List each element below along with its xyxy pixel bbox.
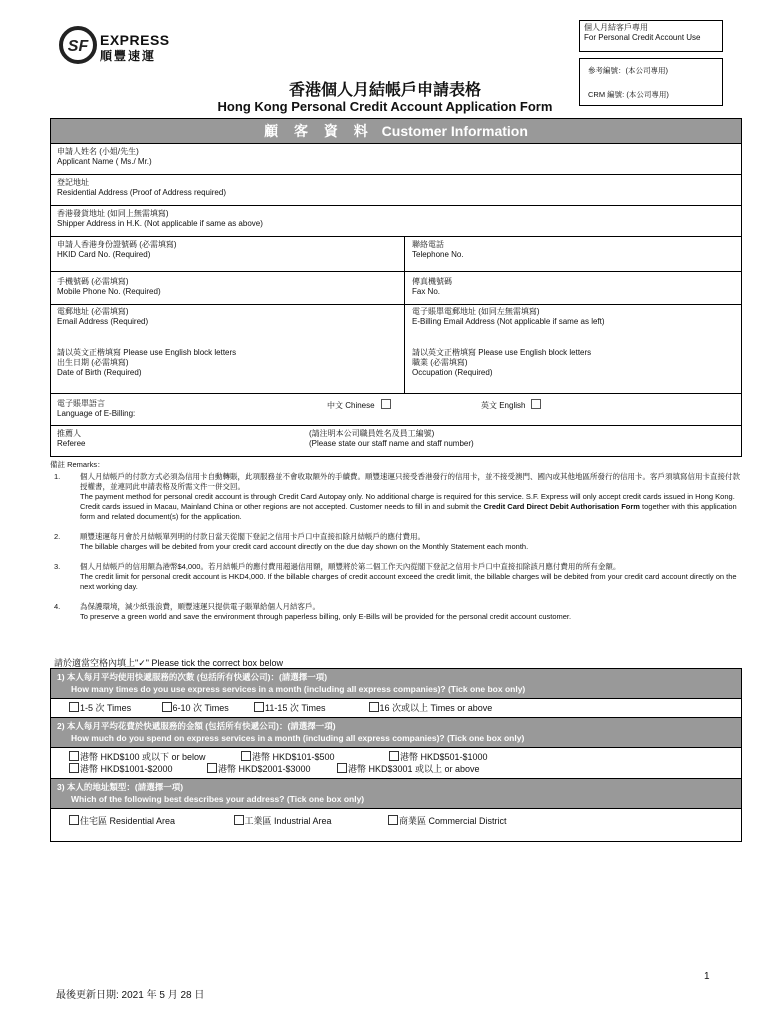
language-chinese-checkbox[interactable] (381, 399, 391, 409)
form-title-en: Hong Kong Personal Credit Account Application Form (217, 99, 553, 114)
mobile-field[interactable] (57, 277, 161, 297)
occupation-label-en: Occupation (Required) (412, 368, 493, 377)
column-divider (404, 237, 405, 271)
email-label-zh: 電郵地址 (必需填寫) (57, 307, 129, 316)
corner-box-zh: 個人月結客戶專用 (584, 23, 648, 32)
remark-number: 1. (54, 472, 61, 481)
remark-item (50, 472, 742, 522)
q2-option[interactable] (241, 751, 389, 763)
personal-account-use-box (579, 20, 723, 52)
q2-option[interactable] (389, 751, 488, 763)
shipper-label-en: Shipper Address in H.K. (Not applicable if same as above) (57, 219, 263, 228)
question-3-options (51, 809, 741, 841)
option-label: 港幣 HKD$501-$1000 (400, 752, 488, 762)
survey-table (50, 668, 742, 842)
email-dob-row (51, 305, 741, 394)
remark-item (50, 532, 742, 552)
logo-text-zh: 順豐速運 (100, 49, 157, 63)
residential-address-field[interactable] (51, 175, 741, 206)
form-title-zh: 香港個人月結帳戶申請表格 (288, 82, 481, 99)
mobile-fax-row (51, 272, 741, 305)
sf-logo-icon (58, 25, 98, 65)
q1-option[interactable] (254, 702, 366, 714)
option-label: 11-15 次 Times (265, 703, 326, 713)
checkbox[interactable] (162, 702, 172, 712)
crm-number-label: CRM 編號: (本公司專用) (588, 90, 669, 99)
shipper-label-zh: 香港發貨地址 (如同上無需填寫) (57, 209, 169, 218)
remark-text-zh: 為保護環境，減少紙張浪費，順豐速運只提供電子賬單給個人月結客戶。 (80, 602, 320, 611)
applicant-name-label-zh: 申請人姓名 (小姐/先生) (57, 147, 139, 156)
customer-heading-en: Customer Information (381, 123, 528, 139)
hkid-label-en: HKID Card No. (Required) (57, 250, 151, 259)
remarks-heading: 備註 Remarks： (50, 460, 105, 469)
option-label: 住宅區 Residential Area (80, 816, 176, 826)
checkbox[interactable] (254, 702, 264, 712)
remark-number: 2. (54, 532, 61, 541)
checkbox[interactable] (207, 763, 217, 773)
direct-debit-form-name: Credit Card Direct Debit Authorisation Form (483, 502, 640, 511)
checkbox[interactable] (234, 815, 244, 825)
remark-text-zh: 順豐速運每月會於月結帳單列明的付款日當天從閣下登記之信用卡戶口中直接扣除月結帳戶的應付費用。 (80, 532, 425, 541)
customer-heading-zh: 顧 客 資 料 (264, 123, 374, 139)
remark-text-en: To preserve a green world and save the environment through paperless billing, only E-Bills will be provided for the personal credit account customer. (80, 612, 572, 621)
option-label: 港幣 HKD$101-$500 (252, 752, 335, 762)
option-label: 1-5 次 Times (80, 703, 132, 713)
language-english-checkbox[interactable] (531, 399, 541, 409)
option-label: 16 次或以上 Times or above (379, 703, 493, 713)
hkid-label-zh: 申請人香港身份證號碼 (必需填寫) (57, 240, 177, 249)
q2-option[interactable] (207, 763, 337, 775)
corner-box-en: For Personal Credit Account Use (584, 33, 701, 42)
remark-item (50, 602, 742, 622)
q2-option[interactable] (69, 763, 207, 775)
occupation-field[interactable] (412, 348, 591, 378)
question-1-en: How many times do you use express services in a month (including all express companies)? (Tick one box only) (71, 684, 526, 694)
remark-text-zh: 個人月結帳戶的付款方式必須為信用卡自動轉賬，此項服務並不會收取額外的手續費。順豐速運只接受香港發行的信用卡，並不接受澳門、國內或其他地區所發行的信用卡。客戶須填寫信用卡直接付款授權書，並連同此申請表格及所需文件一併交回。 (80, 472, 740, 491)
q1-option[interactable] (162, 702, 252, 714)
email-label-en: Email Address (Required) (57, 317, 149, 326)
question-1-zh: 1) 本人每月平均使用快遞服務的次數 (包括所有快遞公司)：(請選擇一項) (57, 672, 328, 682)
logo-text-en: EXPRESS (100, 32, 170, 48)
checkbox[interactable] (69, 815, 79, 825)
referee-label-en: Referee (57, 439, 86, 448)
applicant-name-field[interactable] (51, 144, 741, 175)
dob-label-zh: 出生日期 (必需填寫) (57, 358, 129, 367)
q1-option[interactable] (369, 702, 493, 714)
option-label: 商業區 Commercial District (399, 816, 507, 826)
question-3-en: Which of the following best describes your address? (Tick one box only) (71, 794, 365, 804)
column-divider (404, 272, 405, 304)
address-label-zh: 登記地址 (57, 178, 89, 187)
remark-text-en-part: together with this application form and related document(s) for the application. (80, 502, 737, 521)
remark-text-en (80, 492, 742, 522)
language-chinese-label: 中文 Chinese (327, 401, 375, 410)
dob-field[interactable] (57, 348, 236, 378)
option-label: 6-10 次 Times (172, 703, 229, 713)
referee-label-zh: 推薦人 (57, 429, 81, 438)
ebill-language-label-zh: 電子賬單語言 (57, 399, 105, 408)
question-3-zh: 3) 本人的地址類型：(請選擇一項) (57, 782, 184, 792)
checkbox[interactable] (69, 751, 79, 761)
hkid-telephone-row (51, 237, 741, 272)
language-chinese-option[interactable] (327, 399, 391, 411)
address-label-en: Residential Address (Proof of Address required) (57, 188, 226, 197)
option-label: 工業區 Industrial Area (244, 816, 332, 826)
block-letters-note-right: 請以英文正楷填寫 Please use English block letters (412, 348, 592, 357)
reference-number-label: 參考編號：(本公司專用) (588, 66, 668, 75)
q1-option[interactable] (69, 702, 159, 714)
telephone-field[interactable] (412, 240, 464, 260)
question-2-options (51, 748, 741, 779)
question-1-heading (51, 669, 741, 699)
remark-number: 3. (54, 562, 61, 571)
remark-text-en-part: The payment method for personal credit account is through Credit Card Autopay only. No additional charge is required for this service. S.F. Express will only accept credit cards issued in Hong Kong. Credit cards issued in Macau, Mainland China or other regions are not accepted. Customer needs to fill in and submit the (80, 492, 735, 511)
question-3-heading (51, 779, 741, 809)
remarks-section (50, 460, 742, 622)
option-label: 港幣 HKD$3001 或以上 or above (348, 764, 480, 774)
checkbox[interactable] (388, 815, 398, 825)
option-label: 港幣 HKD$2001-$3000 (218, 764, 311, 774)
telephone-label-en: Telephone No. (412, 250, 464, 259)
dob-label-en: Date of Birth (Required) (57, 368, 142, 377)
option-label: 港幣 HKD$1001-$2000 (80, 764, 173, 774)
checkbox[interactable] (69, 763, 79, 773)
tick-instruction: 請於適當空格內填上"✓" Please tick the correct box below (54, 658, 283, 668)
telephone-label-zh: 聯絡電話 (412, 240, 444, 249)
ebill-language-label-en: Language of E-Billing: (57, 409, 136, 418)
occupation-label-zh: 職業 (必需填寫) (412, 358, 468, 367)
question-2-en: How much do you spend on express services in a month (including all express companies)? (Tick one box only) (71, 733, 525, 743)
remark-text-zh: 個人月結帳戶的信用額為港幣$4,000。若月結帳戶的應付費用超過信用額，順豐將於第二個工作天內從閣下登記之信用卡戶口中直接扣除該月應付費用的所有金額。 (80, 562, 621, 571)
question-2-zh: 2) 本人每月平均花費於快遞服務的金額 (包括所有快遞公司)：(請選擇一項) (57, 721, 336, 731)
checkbox[interactable] (369, 702, 379, 712)
sf-express-logo (58, 25, 188, 69)
remark-item (50, 562, 742, 592)
remark-number: 4. (54, 602, 61, 611)
customer-info-table (50, 118, 742, 457)
sf-logo-mark-text: SF (67, 38, 89, 55)
checkbox[interactable] (69, 702, 79, 712)
customer-info-heading (51, 119, 741, 144)
referee-note-zh: (請注明本公司職員姓名及員工編號) (309, 429, 435, 438)
checkbox[interactable] (389, 751, 399, 761)
ebilling-email-field[interactable] (412, 307, 605, 327)
fax-label-zh: 傳真機號碼 (412, 277, 452, 286)
q3-option[interactable] (69, 815, 231, 827)
language-english-option[interactable] (481, 399, 541, 411)
checkbox[interactable] (241, 751, 251, 761)
q3-option[interactable] (234, 815, 386, 827)
hkid-field[interactable] (57, 240, 177, 260)
remark-text-en: The credit limit for personal credit account is HKD4,000. If the billable charges of credit account exceed the credit limit, the billable charges will be debited from your credit card account directly on the next working day. (80, 572, 737, 591)
ebill-email-label-en: E-Billing Email Address (Not applicable if same as left) (412, 317, 605, 326)
block-letters-note: 請以英文正楷填寫 Please use English block letters (57, 348, 237, 357)
shipper-address-field[interactable] (51, 206, 741, 237)
question-1-options (51, 699, 741, 718)
checkbox[interactable] (337, 763, 347, 773)
page-number: 1 (704, 971, 710, 982)
ebill-email-label-zh: 電子賬單電郵地址 (如同左無需填寫) (412, 307, 540, 316)
last-updated-date: 最後更新日期: 2021 年 5 月 28 日 (56, 990, 205, 1001)
referee-note-en: (Please state our staff name and staff number) (309, 439, 474, 448)
email-field[interactable] (57, 307, 148, 327)
question-2-heading (51, 718, 741, 748)
ebilling-language-row (51, 394, 741, 426)
language-english-label: 英文 English (481, 401, 526, 410)
q3-option[interactable] (388, 815, 507, 827)
q2-option[interactable] (69, 751, 241, 763)
mobile-label-zh: 手機號碼 (必需填寫) (57, 277, 129, 286)
option-label: 港幣 HKD$100 或以下 or below (80, 752, 206, 762)
mobile-label-en: Mobile Phone No. (Required) (57, 287, 161, 296)
remark-text-en: The billable charges will be debited from your credit card account directly on the due day shown on the Monthly Statement each month. (80, 542, 529, 551)
applicant-name-label-en: Applicant Name ( Ms./ Mr.) (57, 157, 152, 166)
column-divider (404, 305, 405, 393)
fax-label-en: Fax No. (412, 287, 441, 296)
q2-option[interactable] (337, 763, 480, 775)
fax-field[interactable] (412, 277, 452, 297)
referee-row[interactable] (51, 426, 741, 456)
